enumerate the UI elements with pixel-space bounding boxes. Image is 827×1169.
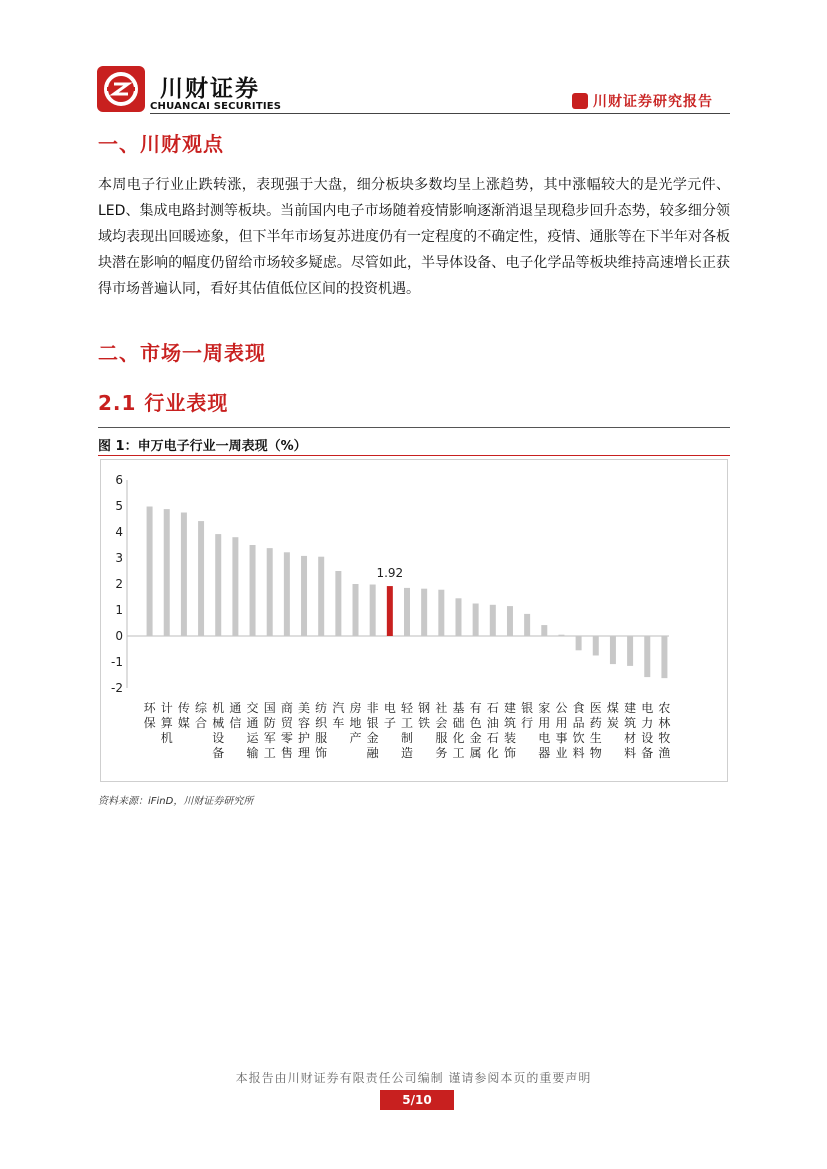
x-tick-label: 环保 <box>143 701 156 730</box>
brand-mini-icon <box>572 93 588 109</box>
x-tick-label: 综合 <box>195 701 208 730</box>
figure-caption-rule <box>98 455 730 456</box>
bar-16 <box>404 588 410 636</box>
y-tick-label: 6 <box>115 473 123 487</box>
bar-4 <box>198 521 204 636</box>
bar-31 <box>661 636 667 678</box>
y-tick-label: 1 <box>115 603 123 617</box>
x-tick-label: 建筑装饰 <box>503 701 516 760</box>
figure-caption: 图 1：申万电子行业一周表现（%） <box>98 439 307 454</box>
x-tick-label: 美容护理 <box>298 701 311 760</box>
x-tick-label: 银行 <box>521 701 534 730</box>
report-label-text: 川财证券研究报告 <box>593 94 713 110</box>
data-label: 1.92 <box>376 566 404 581</box>
bar-6 <box>232 537 238 636</box>
x-tick-label: 机械设备 <box>212 701 225 760</box>
x-tick-label: 电子 <box>383 701 396 730</box>
footer-disclaimer: 本报告由川财证券有限责任公司编制 谨请参阅本页的重要声明 <box>235 1071 592 1085</box>
header-divider <box>150 113 730 114</box>
bar-11 <box>318 557 324 636</box>
section-title-2: 二、市场一周表现 <box>98 341 266 365</box>
x-tick-label: 医药生物 <box>589 701 602 760</box>
y-tick-label: 0 <box>115 629 123 643</box>
section-title-1: 一、川财观点 <box>98 132 224 156</box>
figure-top-rule <box>98 427 730 428</box>
section-title-2-1: 2.1 行业表现 <box>98 391 229 415</box>
bar-1 <box>147 507 153 636</box>
bar-19 <box>455 598 461 636</box>
brand-name-cn: 川财证券 <box>160 76 260 102</box>
chart-frame <box>100 459 728 782</box>
bar-10 <box>301 556 307 636</box>
x-tick-label: 电力设备 <box>641 701 654 760</box>
x-tick-label: 轻工制造 <box>400 701 414 760</box>
x-tick-label: 煤炭 <box>606 701 619 730</box>
x-tick-label: 纺织服饰 <box>315 701 328 760</box>
y-tick-label: 5 <box>115 499 123 513</box>
x-tick-label: 食品饮料 <box>572 701 585 760</box>
x-tick-label: 社会服务 <box>435 701 448 760</box>
bar-15 <box>387 586 393 636</box>
report-label <box>572 91 713 111</box>
bar-3 <box>181 513 187 637</box>
x-tick-label: 非银金融 <box>366 701 379 760</box>
bar-25 <box>558 635 564 636</box>
x-tick-label: 交通运输 <box>246 701 259 760</box>
bar-2 <box>164 509 170 636</box>
page-number: 5/10 <box>380 1090 454 1110</box>
bar-27 <box>593 636 599 656</box>
bar-18 <box>438 590 444 636</box>
bar-13 <box>353 584 359 636</box>
section-1-body: 本周电子行业止跌转涨，表现强于大盘，细分板块多数均呈上涨趋势，其中涨幅较大的是光学元件、LED、集成电路封测等板块。当前国内电子市场随着疫情影响逐渐消退呈现稳步回升态势，较多细分领域均表现出回暖迹象，但下半年市场复苏进度仍有一定程度的不确定性，疫情、通胀等在下半年对各板块潜在影响的幅度仍留给市场较多疑虑。尽管如此，半导体设备、电子化学品等板块维持高速增长正获得市场普遍认同，看好其估值低位区间的投资机遇。 <box>98 177 730 297</box>
bar-23 <box>524 614 530 636</box>
y-tick-label: -2 <box>111 681 123 695</box>
bar-21 <box>490 605 496 636</box>
bar-7 <box>250 545 256 636</box>
x-tick-label: 农林牧渔 <box>658 701 671 760</box>
bar-chart <box>101 460 727 781</box>
x-tick-label: 汽车 <box>332 701 345 730</box>
bar-14 <box>370 585 376 636</box>
y-tick-label: 4 <box>115 525 123 539</box>
bar-28 <box>610 636 616 664</box>
bar-30 <box>644 636 650 677</box>
x-tick-label: 国防军工 <box>263 701 276 760</box>
x-tick-label: 传媒 <box>177 701 190 730</box>
x-tick-label: 石油石化 <box>486 701 499 760</box>
x-tick-label: 建筑材料 <box>624 701 637 760</box>
bar-17 <box>421 589 427 636</box>
brand-name-en: CHUANCAI SECURITIES <box>150 101 282 112</box>
x-tick-label: 通信 <box>229 701 242 730</box>
x-tick-label: 房地产 <box>349 701 362 745</box>
y-tick-label: -1 <box>111 655 123 669</box>
bar-29 <box>627 636 633 666</box>
x-tick-label: 计算机 <box>160 701 173 745</box>
y-tick-label: 3 <box>115 551 123 565</box>
figure-source: 资料来源：iFinD，川财证券研究所 <box>98 796 254 807</box>
y-tick-label: 2 <box>115 577 123 591</box>
x-tick-label: 有色金属 <box>469 701 482 760</box>
x-tick-label: 钢铁 <box>418 701 431 730</box>
brand-logo-icon <box>97 66 145 112</box>
x-tick-label: 公用事业 <box>555 701 568 760</box>
bar-24 <box>541 625 547 636</box>
bar-20 <box>473 604 479 637</box>
bar-26 <box>576 636 582 650</box>
x-tick-label: 家用电器 <box>538 701 551 760</box>
bar-5 <box>215 534 221 636</box>
x-tick-label: 商贸零售 <box>280 701 293 760</box>
bar-22 <box>507 606 513 636</box>
bar-12 <box>335 571 341 636</box>
bar-8 <box>267 548 273 636</box>
bar-9 <box>284 552 290 636</box>
x-tick-label: 基础化工 <box>452 701 465 760</box>
